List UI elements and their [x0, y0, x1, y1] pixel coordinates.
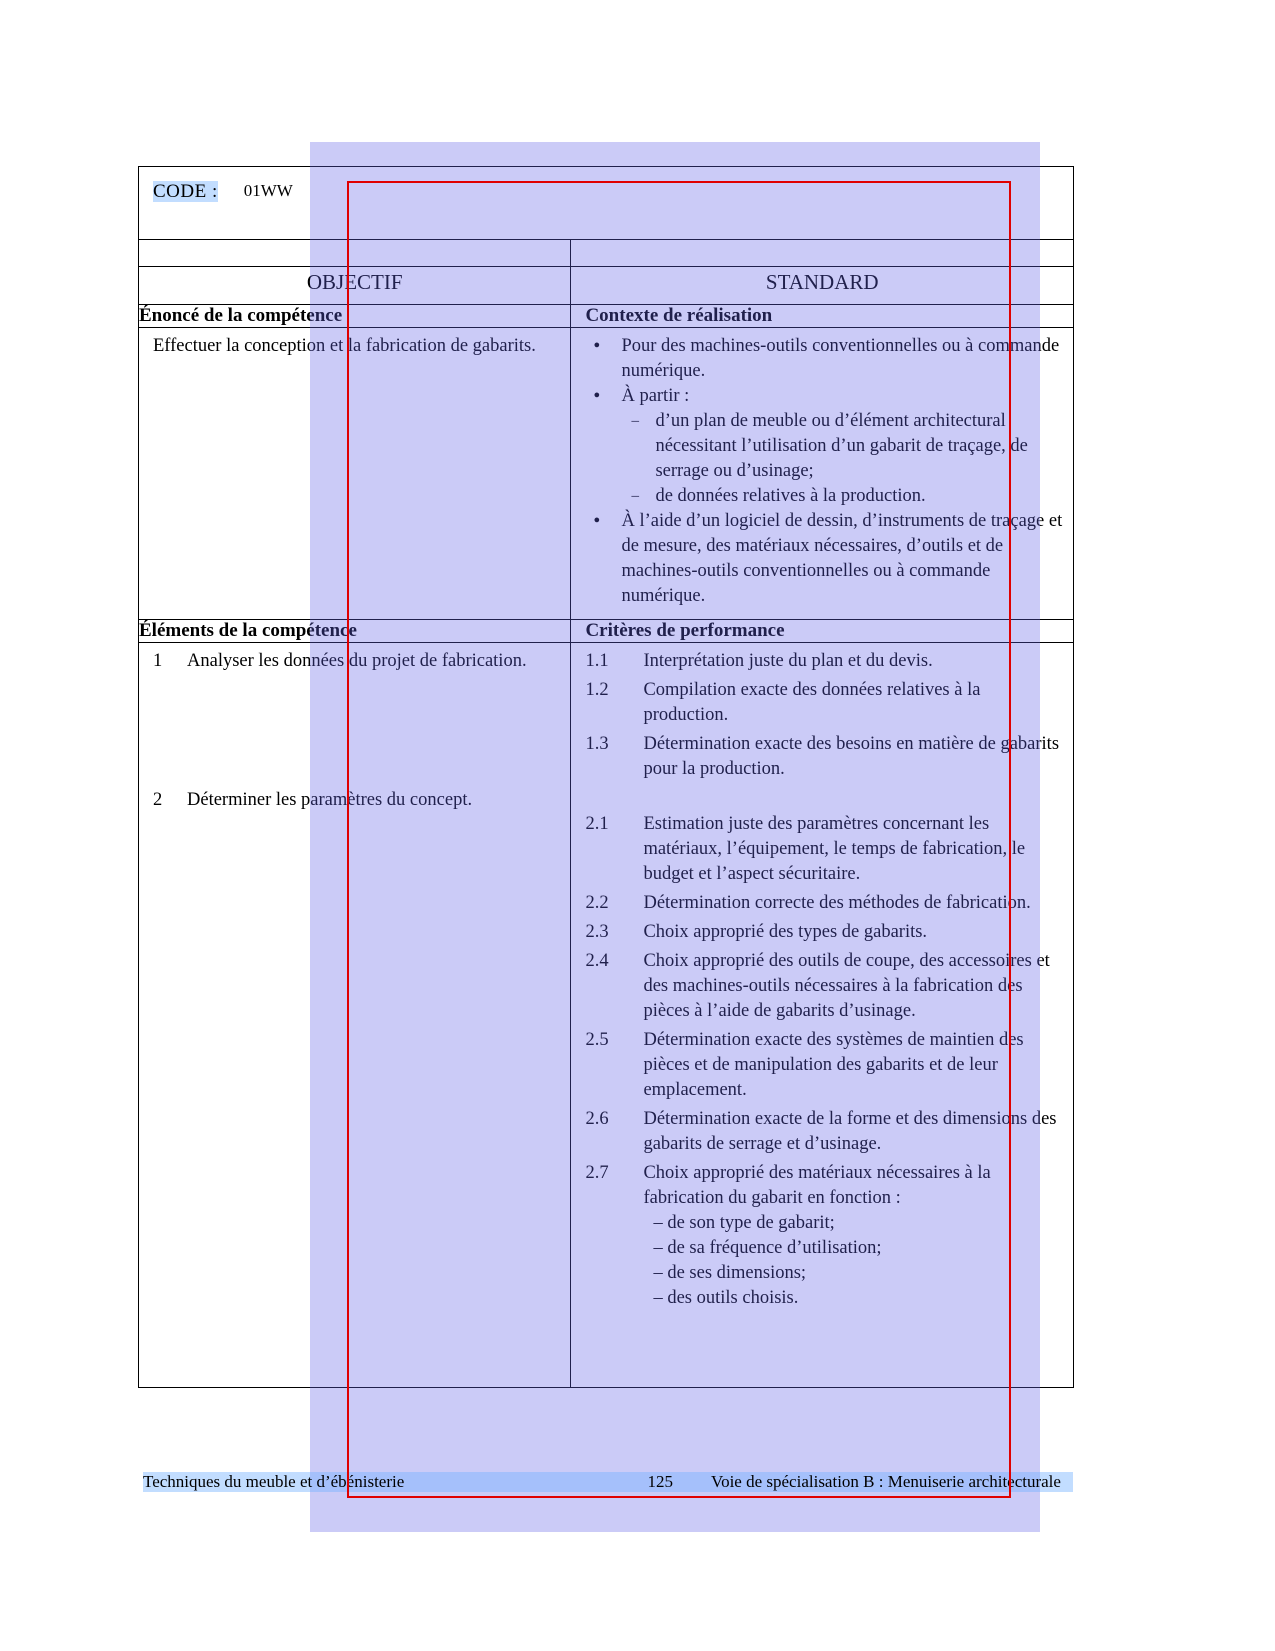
criterion-text: Choix approprié des outils de coupe, des accessoires et des machines-outils nécessaires à la fabrication des pièces à l’aide de gabarits d’usinage. — [643, 951, 1050, 1021]
elements-bottom-spacer — [153, 817, 560, 1377]
criteria-title: Critères de performance — [571, 620, 1074, 643]
header-objectif: OBJECTIF — [139, 267, 571, 305]
footer-specialization: Voie de spécialisation B : Menuiserie architecturale — [673, 1472, 1073, 1492]
context-item — [585, 509, 1063, 609]
context-subitem: – de données relatives à la production. — [621, 484, 1063, 509]
criterion-text: Choix approprié des matériaux nécessaires à la fabrication du gabarit en fonction : — [643, 1163, 991, 1208]
code-label: CODE : — [153, 181, 218, 202]
context-subitem: – d’un plan de meuble ou d’élément architectural nécessitant l’utilisation d’un gabarit de traçage, de serrage ou d’usinage; — [621, 409, 1063, 484]
criterion-row — [585, 1161, 1063, 1311]
context-sublist — [621, 409, 1063, 509]
criterion-text: Détermination correcte des méthodes de fabrication. — [643, 893, 1031, 913]
document-page — [138, 166, 1074, 1388]
context-item-text: À partir : — [621, 386, 690, 406]
footer-page-number: 125 — [603, 1472, 673, 1492]
context-item-text: Pour des machines-outils conventionnelles ou à commande numérique. — [621, 336, 1060, 381]
criterion-text: Détermination exacte des systèmes de maintien des pièces et de manipulation des gabarits et de leur emplacement. — [643, 1030, 1024, 1100]
criterion-row — [585, 1028, 1063, 1103]
context-item — [585, 334, 1063, 384]
competency-title-row — [139, 305, 1074, 328]
element-spacer — [153, 678, 560, 788]
criterion-number: 1.2 — [585, 680, 609, 700]
elements-cell — [139, 643, 571, 1388]
spacer-cell-left — [139, 240, 571, 267]
criterion-text: Compilation exacte des données relatives à la production. — [643, 680, 981, 725]
competency-statement-cell — [139, 328, 571, 620]
criterion-text-with-sub — [643, 1161, 1063, 1311]
code-value: 01WW — [243, 181, 293, 200]
criterion-row — [585, 649, 1063, 674]
criterion-row — [585, 1107, 1063, 1157]
criterion-number: 2.3 — [585, 922, 609, 942]
criterion-row — [585, 891, 1063, 916]
element-label: Analyser les données du projet de fabrication. — [187, 651, 527, 671]
criterion-number: 1.1 — [585, 651, 609, 671]
criterion-row — [585, 678, 1063, 728]
criterion-subitem: – de sa fréquence d’utilisation; — [643, 1236, 1063, 1261]
criteria-bottom-spacer — [585, 1315, 1063, 1355]
criterion-number: 2.1 — [585, 814, 609, 834]
criterion-number: 2.7 — [585, 1163, 609, 1183]
criterion-subitem: – des outils choisis. — [643, 1286, 1063, 1311]
context-list — [585, 334, 1063, 609]
criterion-text: Détermination exacte de la forme et des dimensions des gabarits de serrage et d’usinage. — [643, 1109, 1057, 1154]
criterion-number: 2.6 — [585, 1109, 609, 1129]
competency-table — [138, 166, 1074, 1388]
criteria-group-spacer — [585, 786, 1063, 812]
criterion-text: Détermination exacte des besoins en matière de gabarits pour la production. — [643, 734, 1060, 779]
competency-body-row — [139, 328, 1074, 620]
column-header-row — [139, 267, 1074, 305]
context-cell — [571, 328, 1074, 620]
code-row — [139, 167, 1074, 240]
criterion-row — [585, 732, 1063, 782]
criterion-row — [585, 949, 1063, 1024]
criterion-number: 2.2 — [585, 893, 609, 913]
footer-program: Techniques du meuble et d’ébénisterie — [143, 1472, 603, 1492]
elements-title: Éléments de la compétence — [139, 620, 571, 643]
context-title: Contexte de réalisation — [571, 305, 1074, 328]
criterion-text: Estimation juste des paramètres concernant les matériaux, l’équipement, le temps de fabrication, le budget et l’aspect sécuritaire. — [643, 814, 1026, 884]
element-row — [153, 788, 560, 813]
element-label: Déterminer les paramètres du concept. — [187, 790, 473, 810]
header-standard: STANDARD — [571, 267, 1074, 305]
code-cell — [139, 167, 1074, 240]
competency-statement-text: Effectuer la conception et la fabrication de gabarits. — [153, 336, 536, 356]
competency-statement-title: Énoncé de la compétence — [139, 305, 571, 328]
elements-title-row — [139, 620, 1074, 643]
criterion-row — [585, 920, 1063, 945]
element-row — [153, 649, 560, 674]
element-number: 1 — [153, 651, 163, 671]
context-item — [585, 384, 1063, 509]
spacer-row — [139, 240, 1074, 267]
criterion-number: 1.3 — [585, 734, 609, 754]
page-footer — [143, 1472, 1073, 1492]
criterion-text: Interprétation juste du plan et du devis. — [643, 651, 933, 671]
criterion-number: 2.5 — [585, 1030, 609, 1050]
context-item-text: À l’aide d’un logiciel de dessin, d’instruments de traçage et de mesure, des matériaux nécessaires, d’outils et de machines-outils conventionnelles ou à commande numérique. — [621, 511, 1063, 606]
criterion-text: Choix approprié des types de gabarits. — [643, 922, 928, 942]
criterion-subitem: – de ses dimensions; — [643, 1261, 1063, 1286]
elements-body-row — [139, 643, 1074, 1388]
criterion-subitem: – de son type de gabarit; — [643, 1211, 1063, 1236]
criteria-cell — [571, 643, 1074, 1388]
element-number: 2 — [153, 790, 163, 810]
criterion-number: 2.4 — [585, 951, 609, 971]
criterion-row — [585, 812, 1063, 887]
spacer-cell-right — [571, 240, 1074, 267]
